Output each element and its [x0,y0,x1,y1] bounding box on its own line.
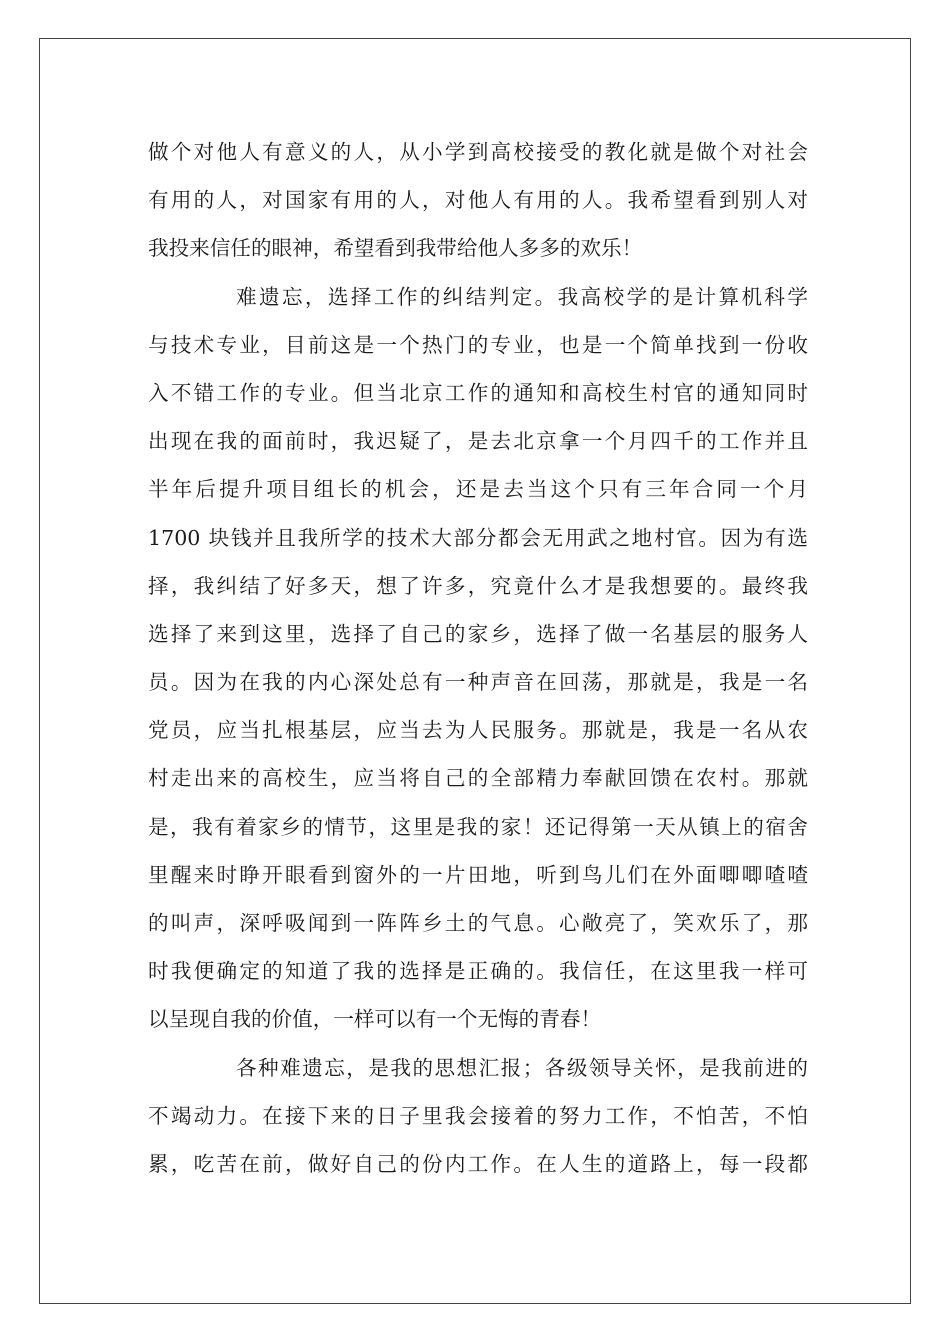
document-body [148,128,808,1188]
text-line: 是，我有着家乡的情节，这里是我的家！还记得第一天从镇上的宿舍 [148,814,808,839]
paragraph-3 [148,1044,808,1189]
text-line: 村走出来的高校生，应当将自己的全部精力奉献回馈在农村。那就 [148,766,808,791]
text-line: 以呈现自我的价值，一样可以有一个无悔的青春！ [148,1007,602,1032]
text-line: 的叫声，深呼吸闻到一阵阵乡土的气息。心敞亮了，笑欢乐了，那 [148,911,808,935]
text-line: 与技术专业，目前这是一个热门的专业，也是一个简单找到一份收 [148,332,808,357]
text-line: 入不错工作的专业。但当北京工作的通知和高校生村官的通知同时 [148,380,808,405]
text-line: 里醒来时睁开眼看到窗外的一片田地，听到鸟儿们在外面唧唧喳喳 [148,862,808,887]
text-line: 员。因为在我的内心深处总有一种声音在回荡，那就是，我是一名 [148,670,808,695]
text-line: 党员，应当扎根基层，应当去为人民服务。那就是，我是一名从农 [148,718,808,743]
text-line: 累，吃苦在前，做好自己的份内工作。在人生的道路上，每一段都 [148,1151,808,1176]
text-line: 择，我纠结了好多天，想了许多，究竟什么才是我想要的。最终我 [148,573,808,598]
text-line: 时我便确定的知道了我的选择是正确的。我信任，在这里我一样可 [148,959,808,984]
text-line: 半年后提升项目组长的机会，还是去当这个只有三年合同一个月 [148,477,808,502]
text-line: 1700 块钱并且我所学的技术大部分都会无用武之地村官。因为有选 [148,525,808,550]
text-line: 出现在我的面前时，我迟疑了，是去北京拿一个月四千的工作并且 [148,429,808,454]
text-line: 各种难遗忘，是我的思想汇报；各级领导关怀，是我前进的 [236,1055,808,1080]
text-line: 难遗忘，选择工作的纠结判定。我高校学的是计算机科学 [236,284,808,309]
text-line: 选择了来到这里，选择了自己的家乡，选择了做一名基层的服务人 [148,621,808,646]
text-line: 有用的人，对国家有用的人，对他人有用的人。我希望看到别人对 [148,188,808,213]
paragraph-2 [148,273,808,1044]
paragraph-1 [148,128,808,273]
text-line: 做个对他人有意义的人，从小学到高校接受的教化就是做个对社会 [148,140,808,164]
text-line: 不竭动力。在接下来的日子里我会接着的努力工作，不怕苦，不怕 [148,1103,808,1128]
text-line: 我投来信任的眼神，希望看到我带给他人多多的欢乐！ [148,236,643,261]
